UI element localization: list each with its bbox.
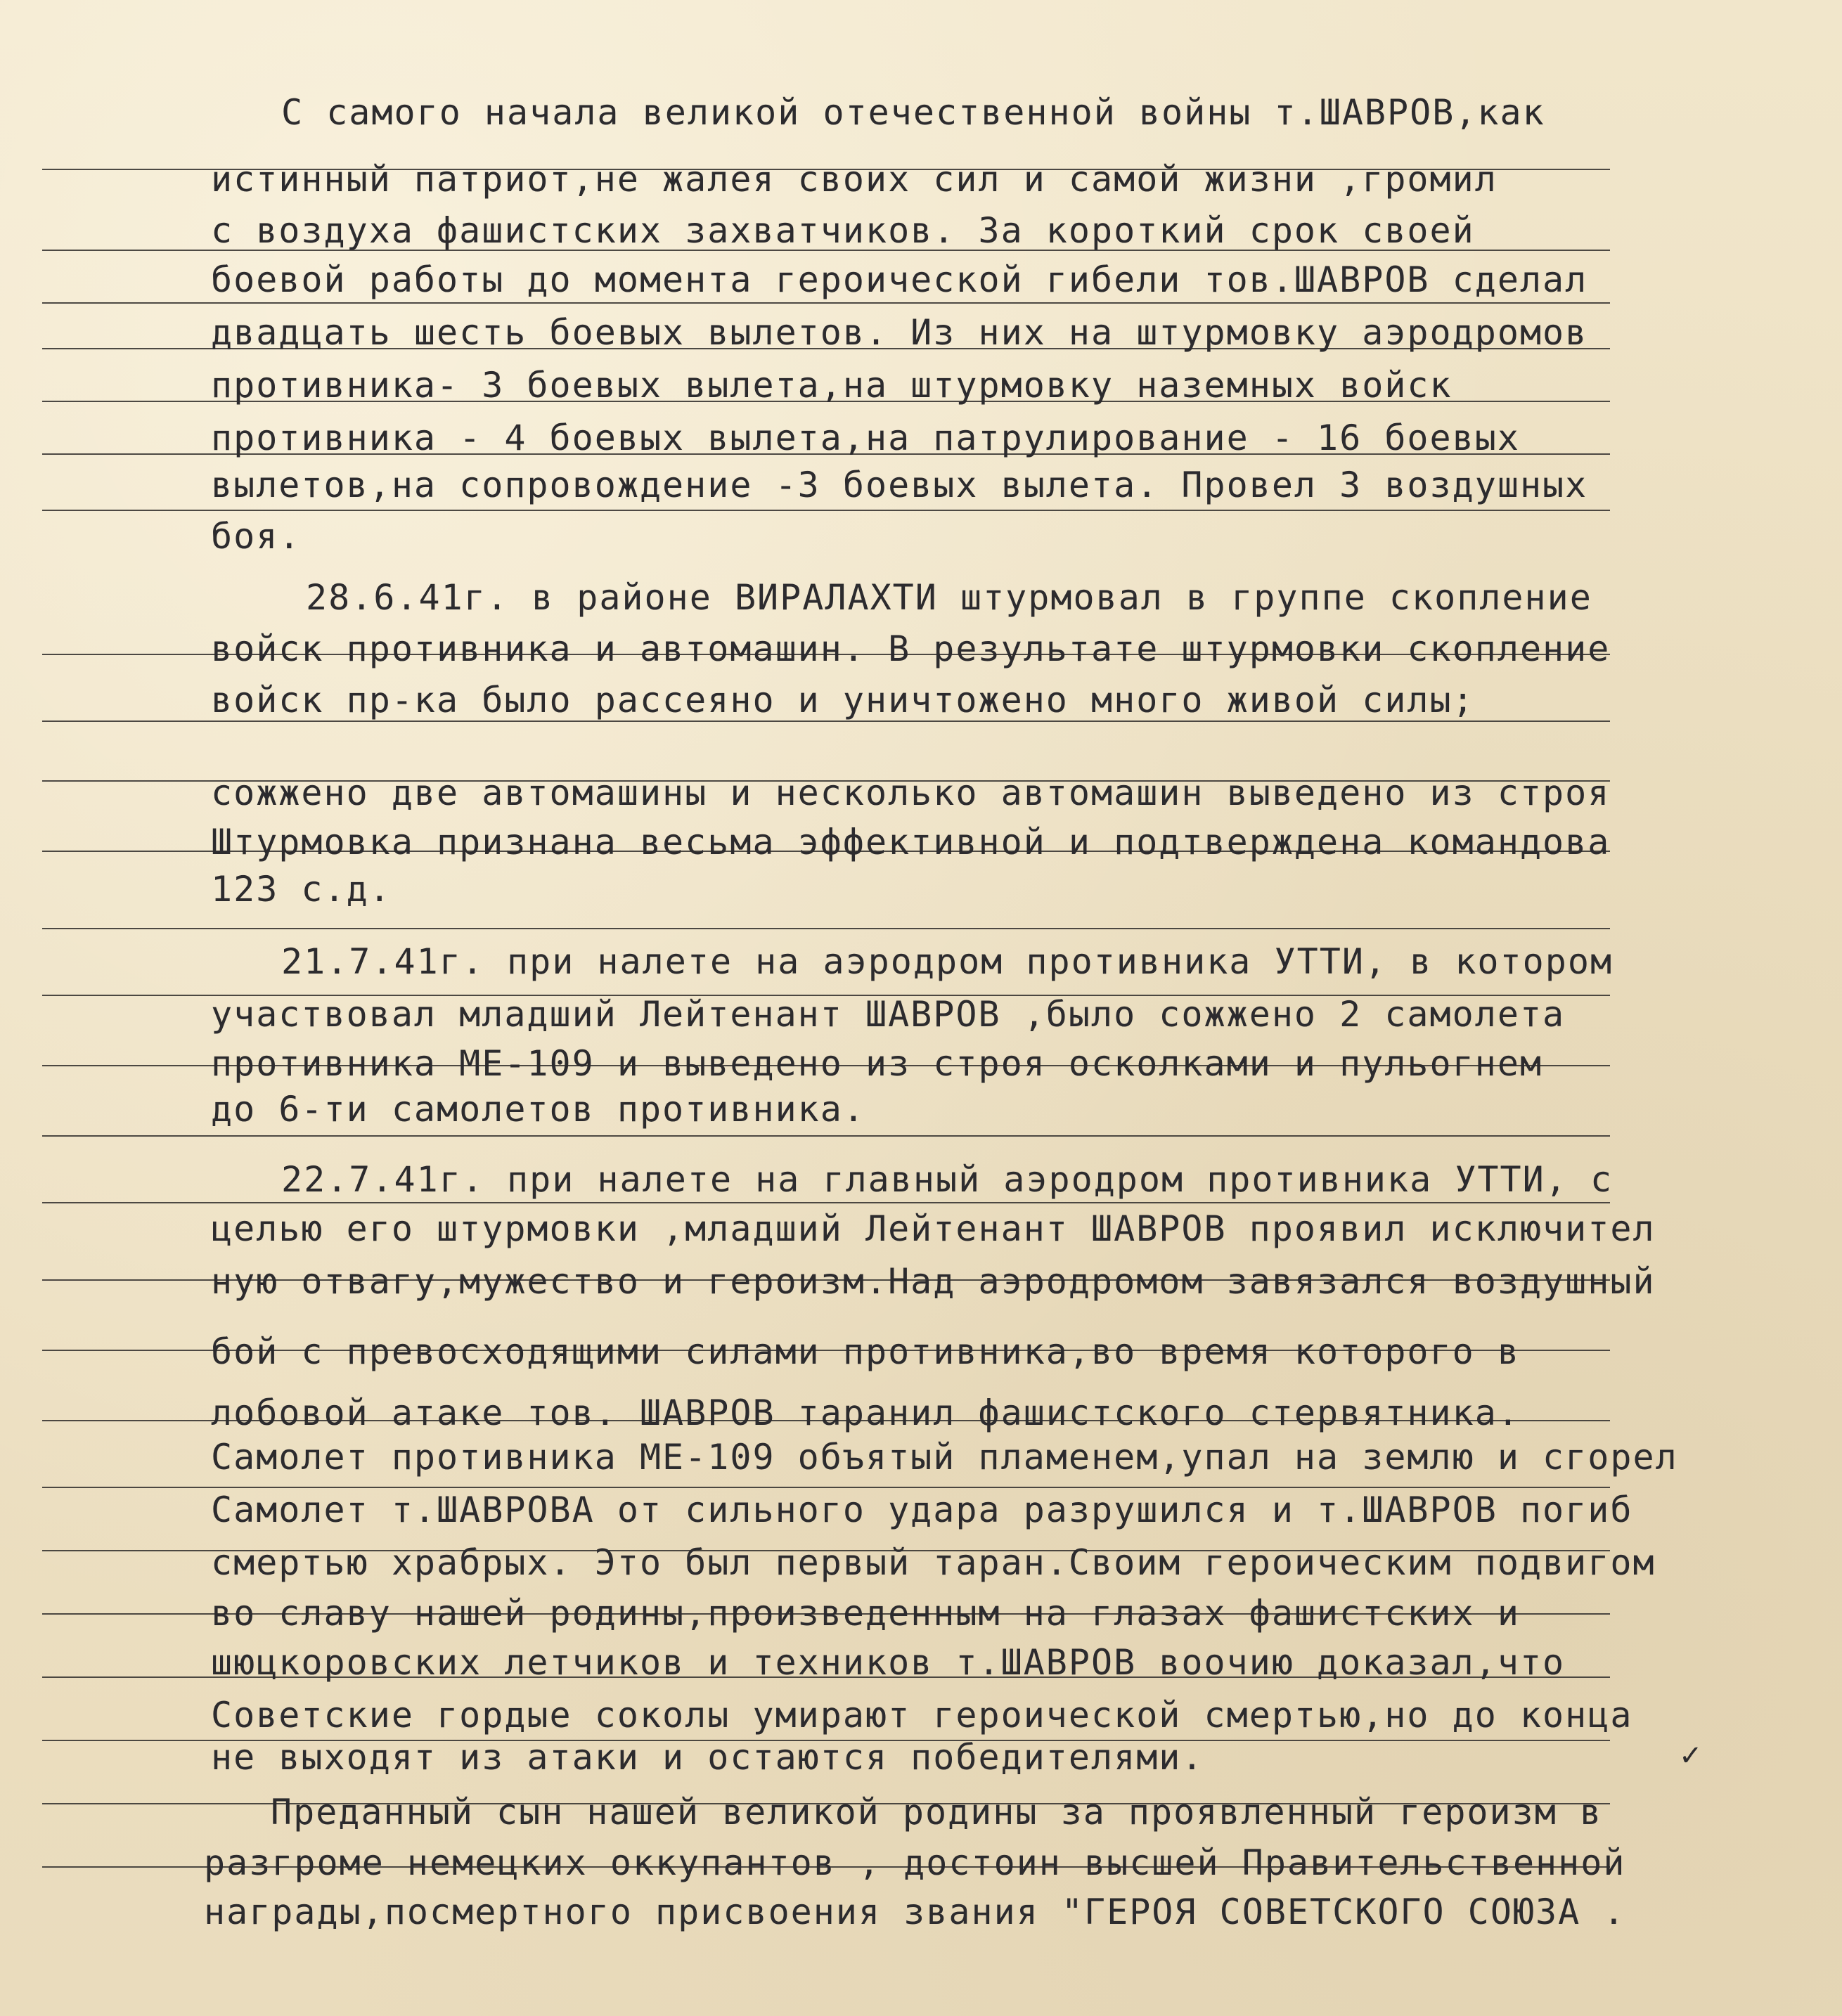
ruled-line xyxy=(42,928,1610,929)
text-line: ную отвагу,мужество и героизм.Над аэродромом завязался воздушный xyxy=(211,1261,1656,1302)
text-line: 123 с.д. xyxy=(211,869,392,910)
text-line: истинный патриот,не жалея своих сил и самой жизни ,громил xyxy=(211,159,1498,200)
text-line: боя. xyxy=(211,516,302,557)
text-line: целью его штурмовки ,младший Лейтенант ШАВРОВ проявил исключител xyxy=(211,1208,1656,1249)
text-line: шюцкоровских летчиков и техников т.ШАВРОВ воочию доказал,что xyxy=(211,1642,1566,1683)
ruled-line xyxy=(42,1202,1610,1203)
ruled-line xyxy=(42,302,1610,304)
ruled-line xyxy=(42,1487,1610,1488)
text-line: Преданный сын нашей великой родины за проявленный героизм в xyxy=(271,1792,1603,1833)
text-line: войск пр-ка было рассеяно и уничтожено много живой силы; xyxy=(211,680,1475,721)
text-line: С самого начала великой отечественной войны т.ШАВРОВ,как xyxy=(281,92,1545,133)
check-mark-icon: ✓ xyxy=(1679,1740,1703,1772)
ruled-line xyxy=(42,510,1610,511)
ruled-line xyxy=(42,1135,1610,1137)
text-line: сожжено две автомашины и несколько автомашин выведено из строя xyxy=(211,773,1611,813)
text-line: с воздуха фашистских захватчиков. За короткий срок своей xyxy=(211,210,1475,251)
text-line: боевой работы до момента героической гибели тов.ШАВРОВ сделал xyxy=(211,259,1588,300)
text-line: смертью храбрых. Это был первый таран.Своим героическим подвигом xyxy=(211,1542,1656,1583)
text-line: до 6-ти самолетов противника. xyxy=(211,1089,865,1130)
text-line: не выходят из атаки и остаются победителями. xyxy=(211,1737,1204,1778)
text-line: противника МЕ-109 и выведено из строя осколками и пульогнем xyxy=(211,1043,1543,1084)
text-line: во славу нашей родины,произведенным на глазах фашистских и xyxy=(211,1593,1520,1634)
text-line: лобовой атаке тов. ШАВРОВ таранил фашистского стервятника. xyxy=(211,1393,1520,1433)
text-line: противника - 4 боевых вылета,на патрулирование - 16 боевых xyxy=(211,418,1520,458)
text-line: бой с превосходящими силами противника,во время которого в xyxy=(211,1331,1520,1372)
text-line: 28.6.41г. в районе ВИРАЛАХТИ штурмовал в группе скопление xyxy=(306,577,1592,618)
text-line: разгроме немецких оккупантов , достоин высшей Правительственной xyxy=(204,1842,1626,1883)
text-line: двадцать шесть боевых вылетов. Из них на штурмовку аэродромов xyxy=(211,312,1588,353)
text-line: Штурмовка признана весьма эффективной и подтверждена командова xyxy=(211,822,1611,862)
text-line: Самолет противника МЕ-109 объятый пламенем,упал на землю и сгорел xyxy=(211,1437,1678,1478)
text-line: противника- 3 боевых вылета,на штурмовку наземных войск xyxy=(211,365,1453,406)
text-line: 22.7.41г. при налете на главный аэродром противника УТТИ, с xyxy=(281,1159,1614,1200)
text-line: войск противника и автомашин. В результате штурмовки скопление xyxy=(211,628,1611,669)
text-line: вылетов,на сопровождение -3 боевых вылета. Провел 3 воздушных xyxy=(211,465,1588,505)
text-line: участвовал младший Лейтенант ШАВРОВ ,было сожжено 2 самолета xyxy=(211,994,1566,1035)
text-line: Советские гордые соколы умирают героической смертью,но до конца xyxy=(211,1695,1633,1736)
text-line: Самолет т.ШАВРОВА от сильного удара разрушился и т.ШАВРОВ погиб xyxy=(211,1490,1633,1530)
text-line: награды,посмертного присвоения звания "ГЕРОЯ СОВЕТСКОГО СОЮЗА . xyxy=(204,1892,1626,1932)
text-line: 21.7.41г. при налете на аэродром противника УТТИ, в котором xyxy=(281,941,1614,982)
